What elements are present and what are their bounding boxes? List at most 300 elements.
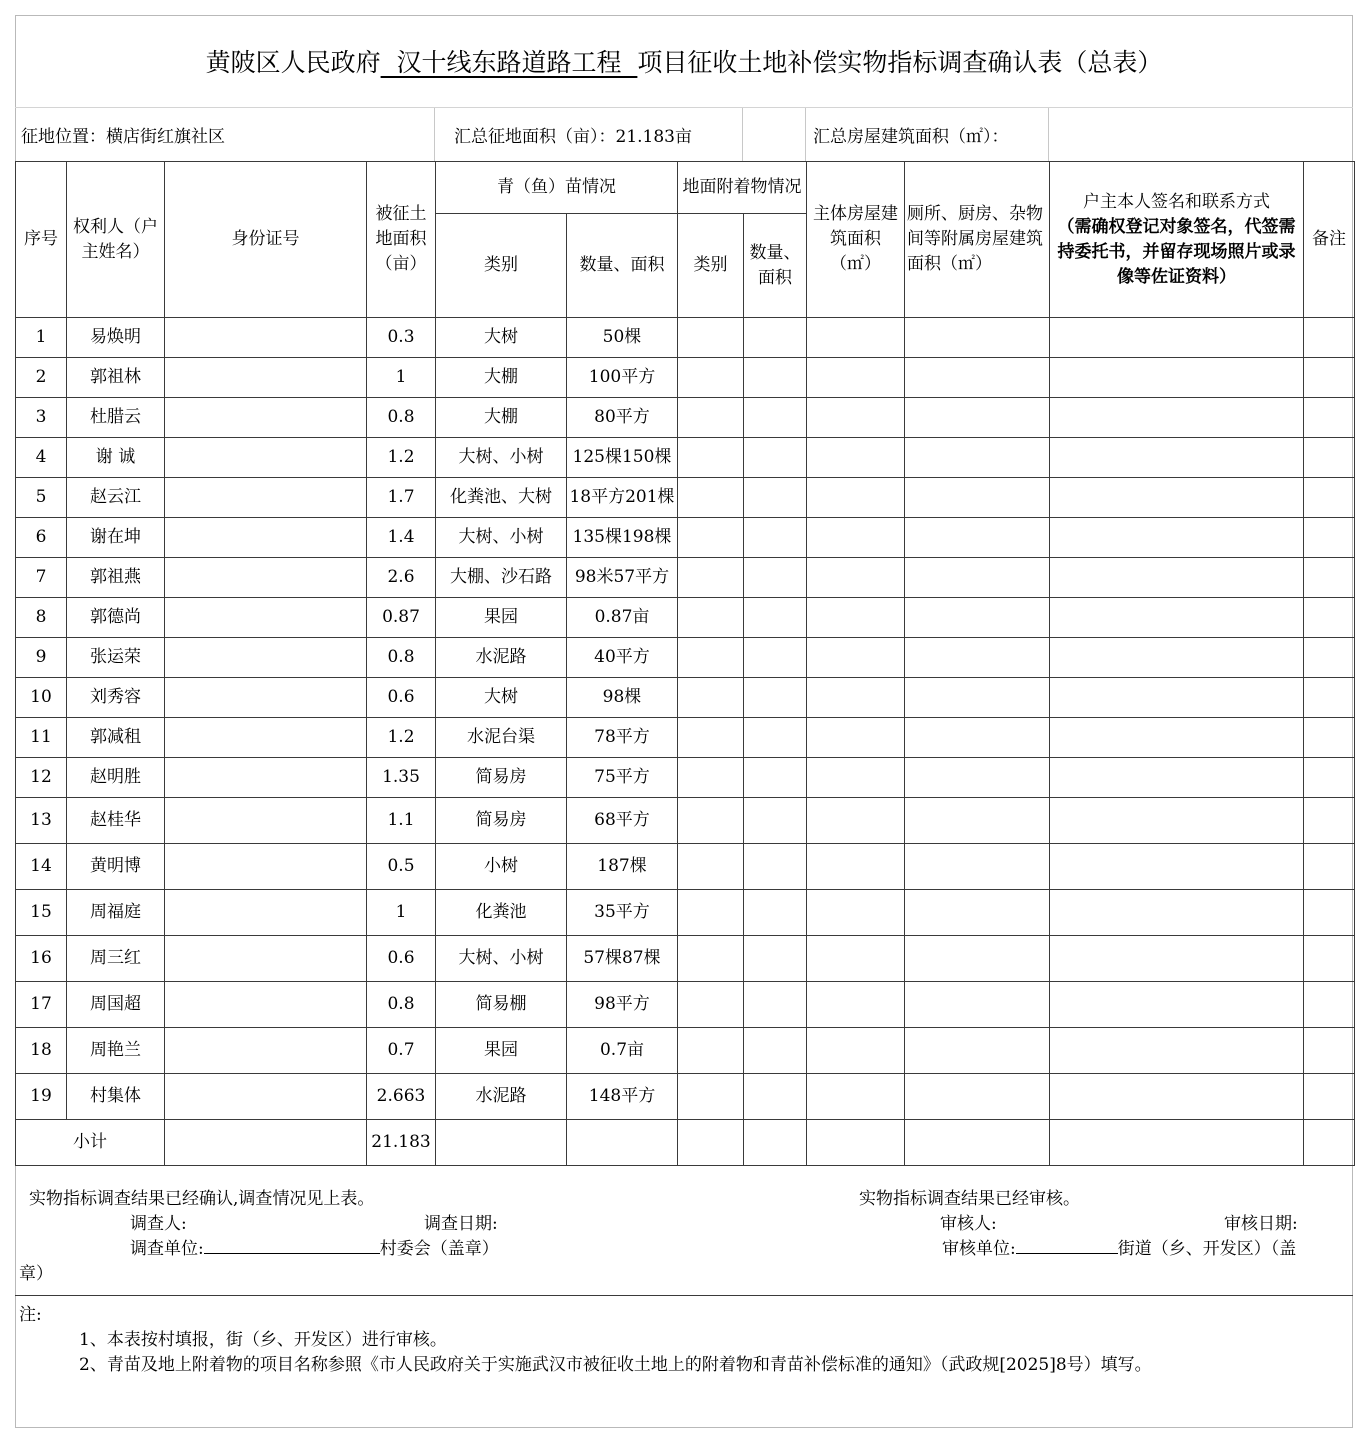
total-building-area: 汇总房屋建筑面积（㎡）： bbox=[813, 127, 1009, 147]
row-att-type[interactable] bbox=[678, 358, 744, 398]
row-aux-house[interactable] bbox=[905, 478, 1050, 518]
row-crops-type: 大树、小树 bbox=[436, 438, 567, 478]
row-att-type[interactable] bbox=[678, 318, 744, 358]
row-main-house[interactable] bbox=[807, 936, 905, 982]
table-row bbox=[16, 890, 1355, 936]
row-owner-name: 黄明博 bbox=[67, 844, 165, 890]
row-id-number[interactable] bbox=[165, 638, 367, 678]
investigate-unit-label bbox=[130, 1234, 499, 1259]
row-att-qty[interactable] bbox=[744, 890, 807, 936]
row-main-house[interactable] bbox=[807, 598, 905, 638]
row-crops-type: 大棚、沙石路 bbox=[436, 558, 567, 598]
row-crops-qty: 125棵150棵 bbox=[567, 438, 678, 478]
row-crops-type: 大树 bbox=[436, 678, 567, 718]
row-main-house[interactable] bbox=[807, 638, 905, 678]
row-land-area: 0.8 bbox=[367, 638, 436, 678]
header-land-area: 被征土地面积（亩） bbox=[367, 162, 436, 318]
row-crops-qty: 78平方 bbox=[567, 718, 678, 758]
row-crops-qty: 148平方 bbox=[567, 1074, 678, 1120]
form-title bbox=[15, 15, 1353, 108]
table-row bbox=[16, 438, 1355, 478]
header-seq: 序号 bbox=[16, 162, 67, 318]
row-main-house[interactable] bbox=[807, 758, 905, 798]
row-remark[interactable] bbox=[1304, 718, 1355, 758]
row-att-qty[interactable] bbox=[744, 718, 807, 758]
row-crops-qty: 18平方201棵 bbox=[567, 478, 678, 518]
row-crops-qty: 80平方 bbox=[567, 398, 678, 438]
row-signature[interactable] bbox=[1050, 398, 1304, 438]
review-unit-blank[interactable] bbox=[1016, 1235, 1118, 1254]
subtotal-empty-cell bbox=[1050, 1120, 1304, 1166]
header-crops-type: 类别 bbox=[436, 214, 567, 318]
row-att-type[interactable] bbox=[678, 718, 744, 758]
row-aux-house[interactable] bbox=[905, 598, 1050, 638]
row-att-qty[interactable] bbox=[744, 678, 807, 718]
table-row bbox=[16, 718, 1355, 758]
row-land-area: 2.663 bbox=[367, 1074, 436, 1120]
notes-section bbox=[15, 1296, 1353, 1428]
row-att-qty[interactable] bbox=[744, 438, 807, 478]
row-crops-qty: 35平方 bbox=[567, 890, 678, 936]
row-remark[interactable] bbox=[1304, 558, 1355, 598]
row-aux-house[interactable] bbox=[905, 718, 1050, 758]
subtotal-empty-cell bbox=[905, 1120, 1050, 1166]
row-id-number[interactable] bbox=[165, 936, 367, 982]
row-owner-name: 郭减租 bbox=[67, 718, 165, 758]
header-crops-qty: 数量、面积 bbox=[567, 214, 678, 318]
row-signature[interactable] bbox=[1050, 844, 1304, 890]
row-att-type[interactable] bbox=[678, 678, 744, 718]
review-confirm-text: 实物指标调查结果已经审核。 bbox=[859, 1189, 1080, 1209]
row-aux-house[interactable] bbox=[905, 982, 1050, 1028]
row-aux-house[interactable] bbox=[905, 558, 1050, 598]
table-row bbox=[16, 398, 1355, 438]
row-seq: 11 bbox=[16, 718, 67, 758]
row-main-house[interactable] bbox=[807, 438, 905, 478]
row-seq: 2 bbox=[16, 358, 67, 398]
row-att-type[interactable] bbox=[678, 758, 744, 798]
row-signature[interactable] bbox=[1050, 718, 1304, 758]
confirmation-section bbox=[15, 1166, 1353, 1296]
row-owner-name: 谢在坤 bbox=[67, 518, 165, 558]
row-main-house[interactable] bbox=[807, 982, 905, 1028]
row-crops-qty: 100平方 bbox=[567, 358, 678, 398]
row-aux-house[interactable] bbox=[905, 438, 1050, 478]
row-main-house[interactable] bbox=[807, 718, 905, 758]
row-aux-house[interactable] bbox=[905, 1074, 1050, 1120]
row-remark[interactable] bbox=[1304, 844, 1355, 890]
row-att-type[interactable] bbox=[678, 890, 744, 936]
row-seq: 5 bbox=[16, 478, 67, 518]
row-land-area: 0.3 bbox=[367, 318, 436, 358]
investigate-unit-blank[interactable] bbox=[204, 1235, 380, 1254]
row-owner-name: 村集体 bbox=[67, 1074, 165, 1120]
row-att-type[interactable] bbox=[678, 478, 744, 518]
row-main-house[interactable] bbox=[807, 890, 905, 936]
reviewer-label: 审核人: bbox=[940, 1214, 997, 1234]
header-att-qty: 数量、面积 bbox=[744, 214, 807, 318]
table-row bbox=[16, 318, 1355, 358]
row-id-number[interactable] bbox=[165, 678, 367, 718]
summary-info-row bbox=[15, 108, 1353, 161]
table-row bbox=[16, 478, 1355, 518]
row-att-qty[interactable] bbox=[744, 318, 807, 358]
row-land-area: 0.6 bbox=[367, 678, 436, 718]
row-id-number[interactable] bbox=[165, 398, 367, 438]
row-owner-name: 周福庭 bbox=[67, 890, 165, 936]
row-owner-name: 谢 诚 bbox=[67, 438, 165, 478]
row-aux-house[interactable] bbox=[905, 398, 1050, 438]
row-aux-house[interactable] bbox=[905, 1028, 1050, 1074]
row-att-qty[interactable] bbox=[744, 798, 807, 844]
row-main-house[interactable] bbox=[807, 678, 905, 718]
row-crops-type: 水泥路 bbox=[436, 1074, 567, 1120]
row-id-number[interactable] bbox=[165, 518, 367, 558]
row-att-type[interactable] bbox=[678, 1028, 744, 1074]
investigate-date-label: 调查日期: bbox=[424, 1214, 498, 1234]
row-remark[interactable] bbox=[1304, 478, 1355, 518]
row-remark[interactable] bbox=[1304, 518, 1355, 558]
row-land-area: 2.6 bbox=[367, 558, 436, 598]
row-seq: 17 bbox=[16, 982, 67, 1028]
row-land-area: 0.87 bbox=[367, 598, 436, 638]
row-signature[interactable] bbox=[1050, 438, 1304, 478]
row-land-area: 0.8 bbox=[367, 398, 436, 438]
row-remark[interactable] bbox=[1304, 678, 1355, 718]
signature-note: （需确权登记对象签名，代签需持委托书，并留存现场照片或录像等佐证资料） bbox=[1057, 216, 1296, 287]
row-att-qty[interactable] bbox=[744, 478, 807, 518]
notes-label: 注: bbox=[19, 1305, 42, 1325]
title-prefix: 黄陂区人民政府 bbox=[205, 48, 381, 77]
row-att-type[interactable] bbox=[678, 558, 744, 598]
row-id-number[interactable] bbox=[165, 438, 367, 478]
row-land-area: 1 bbox=[367, 358, 436, 398]
row-owner-name: 易焕明 bbox=[67, 318, 165, 358]
row-id-number[interactable] bbox=[165, 890, 367, 936]
row-id-number[interactable] bbox=[165, 598, 367, 638]
table-row bbox=[16, 638, 1355, 678]
row-seq: 14 bbox=[16, 844, 67, 890]
row-remark[interactable] bbox=[1304, 398, 1355, 438]
row-land-area: 0.6 bbox=[367, 936, 436, 982]
row-crops-qty: 98棵 bbox=[567, 678, 678, 718]
row-remark[interactable] bbox=[1304, 758, 1355, 798]
row-crops-type: 小树 bbox=[436, 844, 567, 890]
row-remark[interactable] bbox=[1304, 1074, 1355, 1120]
row-crops-type: 大棚 bbox=[436, 358, 567, 398]
row-owner-name: 刘秀容 bbox=[67, 678, 165, 718]
row-att-qty[interactable] bbox=[744, 398, 807, 438]
table-row bbox=[16, 678, 1355, 718]
row-land-area: 1.2 bbox=[367, 438, 436, 478]
subtotal-empty-cell bbox=[1304, 1120, 1355, 1166]
row-seq: 9 bbox=[16, 638, 67, 678]
row-att-qty[interactable] bbox=[744, 558, 807, 598]
row-seq: 19 bbox=[16, 1074, 67, 1120]
row-aux-house[interactable] bbox=[905, 844, 1050, 890]
subtotal-land-area: 21.183 bbox=[367, 1120, 436, 1166]
header-att-type: 类别 bbox=[678, 214, 744, 318]
row-signature[interactable] bbox=[1050, 1074, 1304, 1120]
seal-end-text: 章） bbox=[19, 1264, 53, 1284]
header-crops: 青（鱼）苗情况 bbox=[436, 162, 678, 214]
table-row bbox=[16, 758, 1355, 798]
row-main-house[interactable] bbox=[807, 478, 905, 518]
row-owner-name: 周艳兰 bbox=[67, 1028, 165, 1074]
row-aux-house[interactable] bbox=[905, 936, 1050, 982]
row-crops-qty: 40平方 bbox=[567, 638, 678, 678]
row-crops-qty: 98米57平方 bbox=[567, 558, 678, 598]
row-crops-type: 大树、小树 bbox=[436, 518, 567, 558]
row-owner-name: 赵明胜 bbox=[67, 758, 165, 798]
row-signature[interactable] bbox=[1050, 798, 1304, 844]
subtotal-id-number bbox=[165, 1120, 367, 1166]
review-date-label: 审核日期: bbox=[1224, 1214, 1298, 1234]
row-signature[interactable] bbox=[1050, 758, 1304, 798]
header-remark: 备注 bbox=[1304, 162, 1355, 318]
row-signature[interactable] bbox=[1050, 358, 1304, 398]
row-remark[interactable] bbox=[1304, 438, 1355, 478]
row-remark[interactable] bbox=[1304, 638, 1355, 678]
row-seq: 18 bbox=[16, 1028, 67, 1074]
row-att-type[interactable] bbox=[678, 844, 744, 890]
row-owner-name: 周国超 bbox=[67, 982, 165, 1028]
row-id-number[interactable] bbox=[165, 758, 367, 798]
survey-confirm-text: 实物指标调查结果已经确认,调查情况见上表。 bbox=[29, 1189, 375, 1209]
row-att-type[interactable] bbox=[678, 598, 744, 638]
signature-title: 户主本人签名和联系方式 bbox=[1083, 191, 1270, 212]
row-id-number[interactable] bbox=[165, 1074, 367, 1120]
table-row bbox=[16, 358, 1355, 398]
subtotal-empty-cell bbox=[744, 1120, 807, 1166]
row-seq: 1 bbox=[16, 318, 67, 358]
row-signature[interactable] bbox=[1050, 638, 1304, 678]
row-remark[interactable] bbox=[1304, 1028, 1355, 1074]
row-id-number[interactable] bbox=[165, 844, 367, 890]
row-signature[interactable] bbox=[1050, 1028, 1304, 1074]
row-id-number[interactable] bbox=[165, 982, 367, 1028]
row-att-type[interactable] bbox=[678, 398, 744, 438]
table-row bbox=[16, 598, 1355, 638]
row-att-type[interactable] bbox=[678, 798, 744, 844]
row-aux-house[interactable] bbox=[905, 318, 1050, 358]
note-item-2: 2、青苗及地上附着物的项目名称参照《市人民政府关于实施武汉市被征收土地上的附着物和青苗补偿标准的通知》（武政规[2025]8号）填写。 bbox=[79, 1355, 1152, 1375]
row-main-house[interactable] bbox=[807, 358, 905, 398]
row-id-number[interactable] bbox=[165, 478, 367, 518]
row-remark[interactable] bbox=[1304, 598, 1355, 638]
row-signature[interactable] bbox=[1050, 678, 1304, 718]
row-att-qty[interactable] bbox=[744, 518, 807, 558]
row-seq: 16 bbox=[16, 936, 67, 982]
row-remark[interactable] bbox=[1304, 936, 1355, 982]
row-crops-qty: 135棵198棵 bbox=[567, 518, 678, 558]
row-signature[interactable] bbox=[1050, 936, 1304, 982]
table-row bbox=[16, 936, 1355, 982]
row-signature[interactable] bbox=[1050, 890, 1304, 936]
row-crops-qty: 75平方 bbox=[567, 758, 678, 798]
row-att-qty[interactable] bbox=[744, 598, 807, 638]
row-land-area: 0.8 bbox=[367, 982, 436, 1028]
row-id-number[interactable] bbox=[165, 718, 367, 758]
table-row bbox=[16, 518, 1355, 558]
row-crops-type: 化粪池 bbox=[436, 890, 567, 936]
row-crops-type: 大树 bbox=[436, 318, 567, 358]
table-row bbox=[16, 798, 1355, 844]
row-owner-name: 郭德尚 bbox=[67, 598, 165, 638]
row-att-qty[interactable] bbox=[744, 758, 807, 798]
row-seq: 10 bbox=[16, 678, 67, 718]
row-crops-qty: 187棵 bbox=[567, 844, 678, 890]
row-seq: 4 bbox=[16, 438, 67, 478]
row-main-house[interactable] bbox=[807, 518, 905, 558]
row-owner-name: 张运荣 bbox=[67, 638, 165, 678]
row-aux-house[interactable] bbox=[905, 798, 1050, 844]
row-crops-type: 大棚 bbox=[436, 398, 567, 438]
subtotal-empty-cell bbox=[567, 1120, 678, 1166]
row-main-house[interactable] bbox=[807, 318, 905, 358]
row-aux-house[interactable] bbox=[905, 638, 1050, 678]
row-seq: 7 bbox=[16, 558, 67, 598]
row-owner-name: 周三红 bbox=[67, 936, 165, 982]
row-owner-name: 郭祖燕 bbox=[67, 558, 165, 598]
total-land-area: 汇总征地面积（亩）：21.183亩 bbox=[454, 127, 692, 147]
investigate-unit-text: 调查单位: bbox=[130, 1239, 204, 1259]
row-remark[interactable] bbox=[1304, 798, 1355, 844]
row-main-house[interactable] bbox=[807, 398, 905, 438]
row-land-area: 1.1 bbox=[367, 798, 436, 844]
row-crops-qty: 68平方 bbox=[567, 798, 678, 844]
row-crops-type: 化粪池、大树 bbox=[436, 478, 567, 518]
table-row bbox=[16, 558, 1355, 598]
review-unit-label bbox=[942, 1234, 1296, 1259]
title-suffix: 项目征收土地补偿实物指标调查确认表（总表） bbox=[637, 48, 1163, 77]
row-seq: 8 bbox=[16, 598, 67, 638]
row-seq: 13 bbox=[16, 798, 67, 844]
row-aux-house[interactable] bbox=[905, 758, 1050, 798]
header-signature bbox=[1050, 162, 1304, 318]
row-crops-qty: 50棵 bbox=[567, 318, 678, 358]
row-id-number[interactable] bbox=[165, 798, 367, 844]
row-main-house[interactable] bbox=[807, 558, 905, 598]
row-land-area: 1 bbox=[367, 890, 436, 936]
survey-table bbox=[15, 161, 1355, 1166]
row-signature[interactable] bbox=[1050, 558, 1304, 598]
row-remark[interactable] bbox=[1304, 358, 1355, 398]
row-att-type[interactable] bbox=[678, 518, 744, 558]
row-signature[interactable] bbox=[1050, 478, 1304, 518]
row-signature[interactable] bbox=[1050, 598, 1304, 638]
subtotal-empty-cell bbox=[807, 1120, 905, 1166]
row-crops-type: 果园 bbox=[436, 1028, 567, 1074]
header-owner: 权利人（户主姓名） bbox=[67, 162, 165, 318]
row-att-qty[interactable] bbox=[744, 982, 807, 1028]
row-crops-type: 水泥台渠 bbox=[436, 718, 567, 758]
row-att-type[interactable] bbox=[678, 638, 744, 678]
row-remark[interactable] bbox=[1304, 318, 1355, 358]
note-item-1: 1、本表按村填报，街（乡、开发区）进行审核。 bbox=[79, 1330, 447, 1350]
row-id-number[interactable] bbox=[165, 1028, 367, 1074]
row-crops-qty: 98平方 bbox=[567, 982, 678, 1028]
row-seq: 3 bbox=[16, 398, 67, 438]
subtotal-label: 小计 bbox=[16, 1120, 165, 1166]
row-owner-name: 赵云江 bbox=[67, 478, 165, 518]
row-seq: 15 bbox=[16, 890, 67, 936]
row-aux-house[interactable] bbox=[905, 678, 1050, 718]
header-id-number: 身份证号 bbox=[165, 162, 367, 318]
subtotal-row bbox=[16, 1120, 1355, 1166]
row-signature[interactable] bbox=[1050, 318, 1304, 358]
subtotal-empty-cell bbox=[436, 1120, 567, 1166]
header-main-house: 主体房屋建筑面积（㎡） bbox=[807, 162, 905, 318]
row-att-type[interactable] bbox=[678, 1074, 744, 1120]
row-land-area: 0.5 bbox=[367, 844, 436, 890]
row-owner-name: 杜腊云 bbox=[67, 398, 165, 438]
row-seq: 6 bbox=[16, 518, 67, 558]
row-owner-name: 赵桂华 bbox=[67, 798, 165, 844]
subtotal-empty-cell bbox=[678, 1120, 744, 1166]
review-unit-text: 审核单位: bbox=[942, 1239, 1016, 1259]
title-project-name: 汉十线东路道路工程 bbox=[380, 48, 638, 77]
row-crops-type: 水泥路 bbox=[436, 638, 567, 678]
row-att-qty[interactable] bbox=[744, 936, 807, 982]
row-crops-qty: 0.87亩 bbox=[567, 598, 678, 638]
row-remark[interactable] bbox=[1304, 890, 1355, 936]
row-att-qty[interactable] bbox=[744, 1028, 807, 1074]
row-remark[interactable] bbox=[1304, 982, 1355, 1028]
row-att-type[interactable] bbox=[678, 438, 744, 478]
row-crops-type: 大树、小树 bbox=[436, 936, 567, 982]
row-att-type[interactable] bbox=[678, 982, 744, 1028]
row-crops-type: 简易房 bbox=[436, 798, 567, 844]
row-land-area: 1.2 bbox=[367, 718, 436, 758]
row-crops-type: 果园 bbox=[436, 598, 567, 638]
row-id-number[interactable] bbox=[165, 558, 367, 598]
row-id-number[interactable] bbox=[165, 318, 367, 358]
table-row bbox=[16, 1028, 1355, 1074]
header-attachments: 地面附着物情况 bbox=[678, 162, 807, 214]
row-aux-house[interactable] bbox=[905, 518, 1050, 558]
row-land-area: 1.35 bbox=[367, 758, 436, 798]
table-row bbox=[16, 844, 1355, 890]
row-crops-type: 简易房 bbox=[436, 758, 567, 798]
row-land-area: 1.4 bbox=[367, 518, 436, 558]
land-location: 征地位置：横店街红旗社区 bbox=[21, 127, 225, 147]
row-main-house[interactable] bbox=[807, 1028, 905, 1074]
header-aux-house: 厕所、厨房、杂物间等附属房屋建筑面积（㎡） bbox=[905, 162, 1050, 318]
row-aux-house[interactable] bbox=[905, 890, 1050, 936]
table-row bbox=[16, 1074, 1355, 1120]
row-att-qty[interactable] bbox=[744, 638, 807, 678]
row-att-qty[interactable] bbox=[744, 358, 807, 398]
row-land-area: 1.7 bbox=[367, 478, 436, 518]
row-owner-name: 郭祖林 bbox=[67, 358, 165, 398]
row-att-qty[interactable] bbox=[744, 844, 807, 890]
table-row bbox=[16, 982, 1355, 1028]
row-crops-type: 简易棚 bbox=[436, 982, 567, 1028]
row-main-house[interactable] bbox=[807, 798, 905, 844]
row-main-house[interactable] bbox=[807, 1074, 905, 1120]
row-signature[interactable] bbox=[1050, 982, 1304, 1028]
row-aux-house[interactable] bbox=[905, 358, 1050, 398]
row-signature[interactable] bbox=[1050, 518, 1304, 558]
row-main-house[interactable] bbox=[807, 844, 905, 890]
investigator-label: 调查人: bbox=[130, 1214, 187, 1234]
row-crops-qty: 0.7亩 bbox=[567, 1028, 678, 1074]
row-att-qty[interactable] bbox=[744, 1074, 807, 1120]
row-att-type[interactable] bbox=[678, 936, 744, 982]
row-id-number[interactable] bbox=[165, 358, 367, 398]
street-seal-text: 街道（乡、开发区）（盖 bbox=[1117, 1239, 1297, 1259]
